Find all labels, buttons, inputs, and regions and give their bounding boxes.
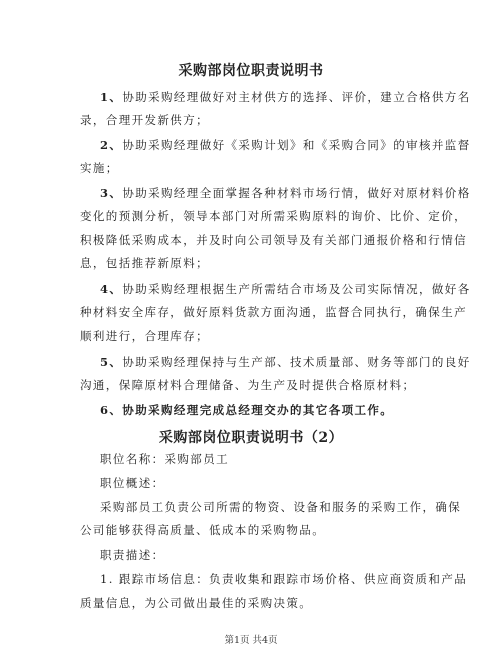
item-4-text: 协助采购经理根据生产所需结合市场及公司实际情况，做好各	[122, 282, 471, 296]
overview-line-2: 公司能够获得高质量、低成本的采购物品。	[80, 523, 326, 537]
item-5-line-2: 沟通，保障原材料合理储备、为生产及时提供合格原材料；	[80, 378, 416, 392]
item-2-line-2: 实施；	[80, 161, 119, 175]
item-2-line-1	[100, 137, 471, 153]
item-4-line-3: 顺利进行，合理库存；	[80, 329, 209, 343]
item-2-text: 协助采购经理做好《采购计划》和《采购合同》的审核并监督	[122, 138, 471, 152]
overview-line-1: 采购部员工负责公司所需的物资、设备和服务的采购工作，确保	[100, 500, 462, 514]
item-6-line: 6、协助采购经理完成总经理交办的其它各项工作。	[100, 403, 394, 417]
item-4-line-1	[100, 281, 471, 297]
position-name: 职位名称：采购部员工	[100, 452, 229, 466]
duty-1-line-1: 1. 跟踪市场信息：负责收集和跟踪市场价格、供应商资质和产品	[100, 572, 468, 586]
item-3-line-1	[100, 185, 471, 201]
item-5-text: 协助采购经理保持与生产部、技术质量部、财务等部门的良好	[122, 355, 471, 369]
document-title: 采购部岗位职责说明书	[178, 63, 324, 79]
item-1-line-2: 录，合理开发新供方；	[80, 113, 209, 127]
item-1-text: 协助采购经理做好对主材供方的选择、评价，建立合格供方名	[122, 90, 471, 104]
duties-label: 职责描述：	[100, 548, 165, 562]
item-5-line-1	[100, 354, 471, 370]
page-number-footer: 第1页 共4页	[224, 635, 278, 646]
item-3-number: 3、	[100, 186, 123, 200]
item-3-line-3: 积极降低采购成本，并及时向公司领导及有关部门通报价格和行情信	[80, 233, 467, 247]
item-1-line-1	[100, 89, 471, 105]
item-4-number: 4、	[100, 282, 123, 296]
item-1-number: 1、	[100, 90, 123, 104]
item-4-line-2: 种材料安全库存，做好原料货款方面沟通，监督合同执行，确保生产	[80, 305, 467, 319]
overview-label: 职位概述：	[100, 476, 165, 490]
duty-1-line-2: 质量信息，为公司做出最佳的采购决策。	[80, 596, 313, 610]
item-3-text: 协助采购经理全面掌握各种材料市场行情，做好对原材料价格	[122, 186, 471, 200]
item-5-number: 5、	[100, 355, 123, 369]
document-subtitle: 采购部岗位职责说明书（2）	[158, 430, 344, 446]
item-3-line-4: 息，包括推荐新原料；	[80, 256, 209, 270]
item-3-line-2: 变化的预测分析，领导本部门对所需采购原料的询价、比价、定价，	[80, 209, 467, 223]
item-2-number: 2、	[100, 138, 123, 152]
